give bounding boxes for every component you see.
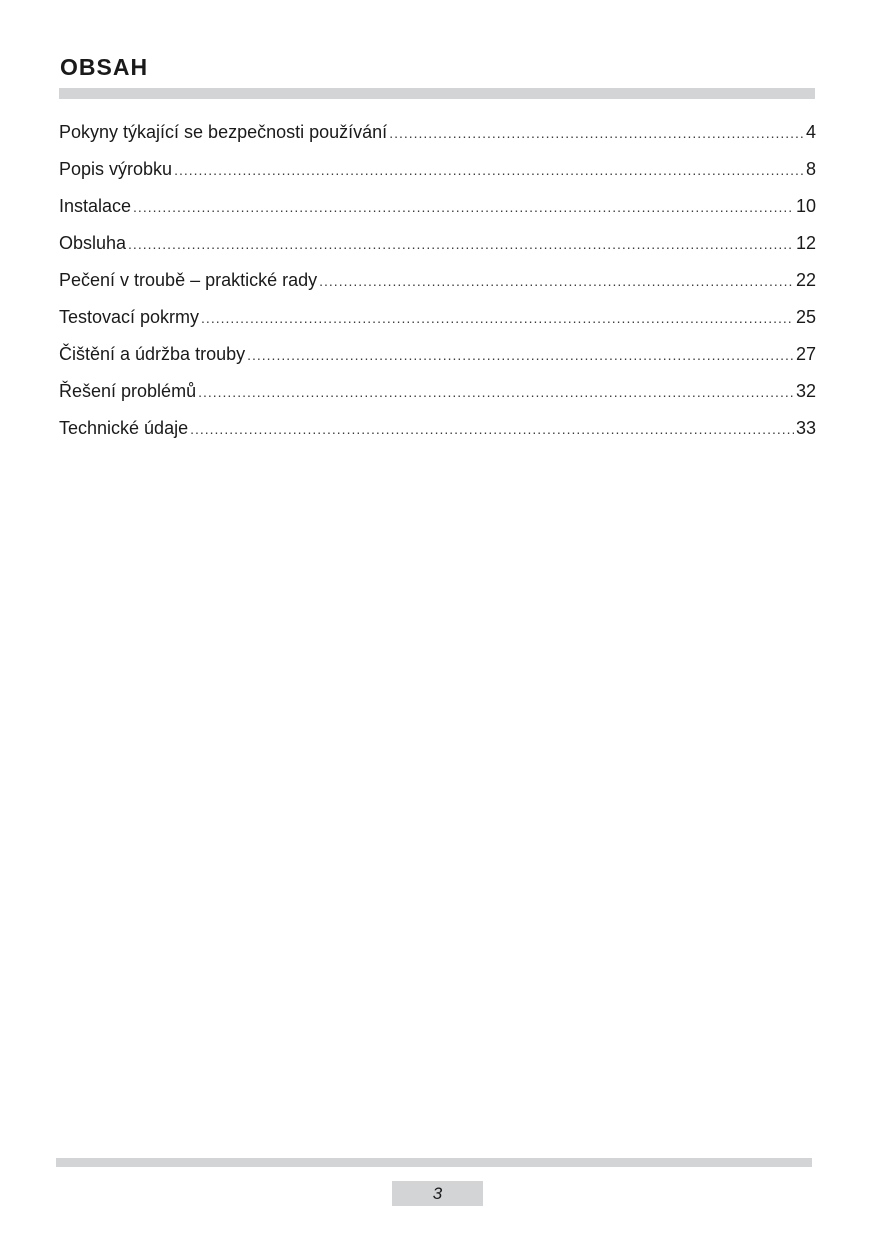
toc-entry-label: Technické údaje [59,418,189,438]
title-divider [59,88,815,99]
toc-leader-dots [319,273,794,289]
toc-entry-page: 4 [805,122,816,142]
toc-leader-dots [247,347,794,363]
toc-entry-test-dishes[interactable] [59,307,816,344]
page-number: 3 [432,1183,443,1203]
toc-leader-dots [174,162,804,178]
toc-entry-label: Řešení problémů [59,381,197,401]
toc-entry-page: 8 [805,159,816,179]
toc-entry-page: 25 [795,307,816,327]
toc-entry-troubleshooting[interactable] [59,381,816,418]
toc-entry-baking-tips[interactable] [59,270,816,307]
toc-entry-page: 27 [795,344,816,364]
toc-entry-label: Čištění a údržba trouby [59,344,246,364]
toc-entry-label: Testovací pokrmy [59,307,200,327]
toc-entry-page: 10 [795,196,816,216]
page-title: OBSAH [60,54,149,80]
toc-entry-label: Instalace [59,196,132,216]
toc-entry-installation[interactable] [59,196,816,233]
toc-leader-dots [198,384,794,400]
toc-entry-page: 12 [795,233,816,253]
toc-leader-dots [190,421,794,437]
page-number-box [392,1181,483,1206]
toc-entry-technical-data[interactable] [59,418,816,455]
toc-entry-safety[interactable] [59,122,816,159]
toc-entry-page: 33 [795,418,816,438]
toc-entry-label: Obsluha [59,233,127,253]
toc-leader-dots [133,199,794,215]
toc-entry-cleaning[interactable] [59,344,816,381]
toc-entry-label: Popis výrobku [59,159,173,179]
toc-entry-operation[interactable] [59,233,816,270]
toc-entry-page: 32 [795,381,816,401]
toc-entry-page: 22 [795,270,816,290]
toc-entry-label: Pokyny týkající se bezpečnosti používání [59,122,388,142]
toc-leader-dots [201,310,794,326]
footer-divider [56,1158,812,1167]
toc-entry-label: Pečení v troubě – praktické rady [59,270,318,290]
toc-leader-dots [128,236,794,252]
table-of-contents [59,122,816,455]
toc-entry-product-description[interactable] [59,159,816,196]
toc-leader-dots [389,125,804,141]
